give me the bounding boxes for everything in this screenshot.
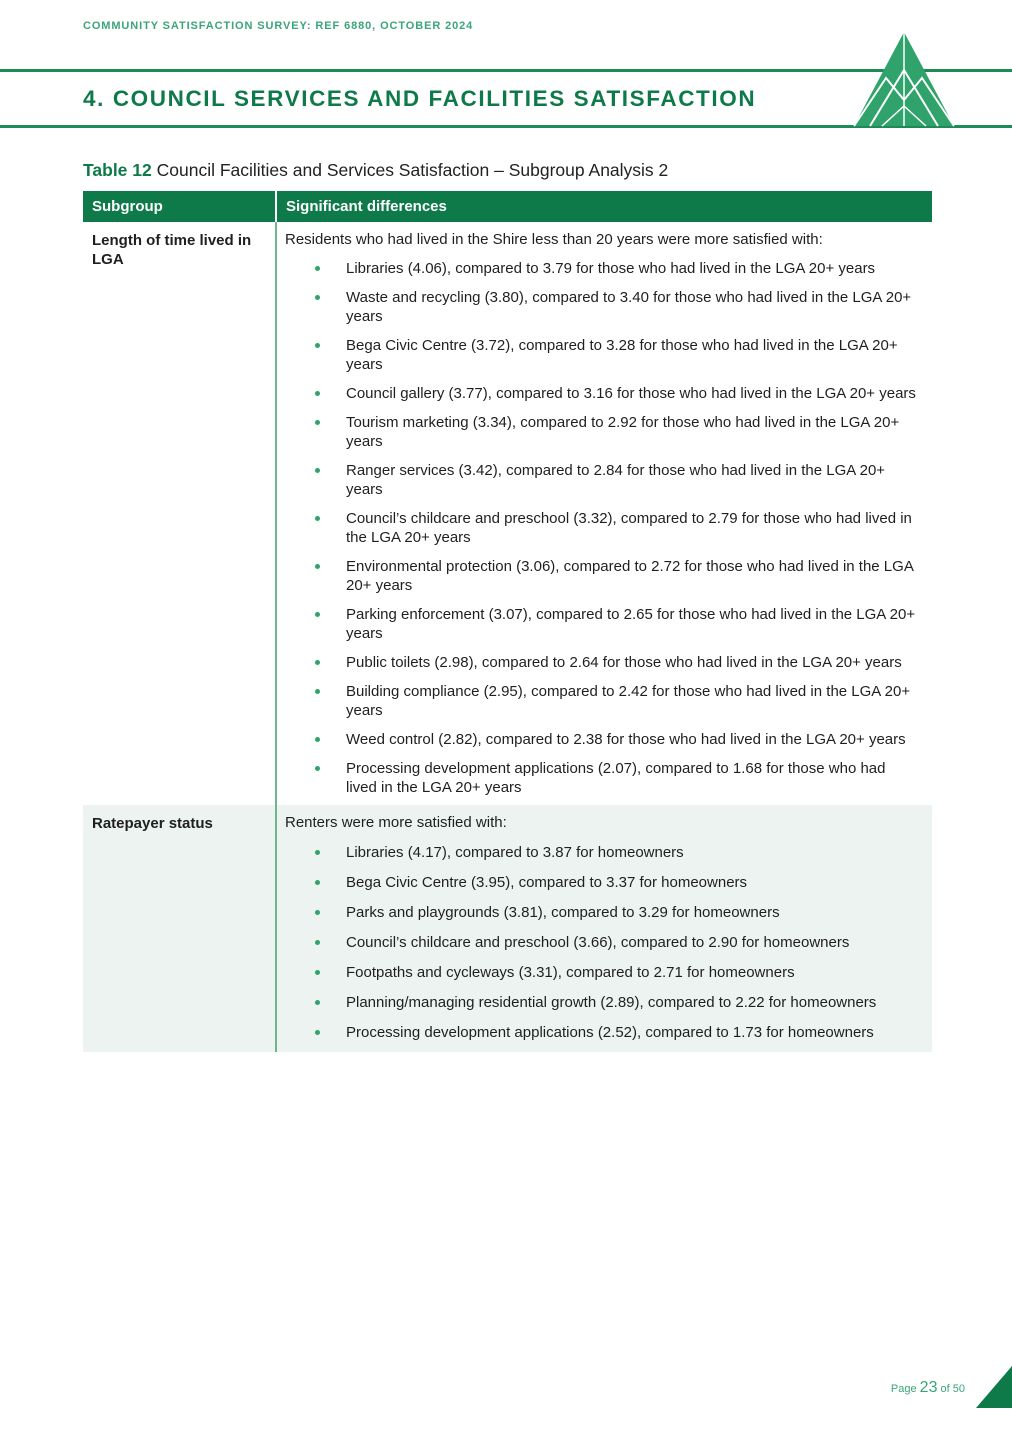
corner-triangle-icon <box>976 1366 1012 1408</box>
list-item: Waste and recycling (3.80), compared to 3.40 for those who had lived in the LGA 20+ years <box>285 288 923 326</box>
list-item: Weed control (2.82), compared to 2.38 for those who had lived in the LGA 20+ years <box>285 730 923 749</box>
page-current: 23 <box>919 1379 938 1396</box>
page-label: Page <box>890 1383 917 1395</box>
list-item: Council’s childcare and preschool (3.66), compared to 2.90 for homeowners <box>285 933 923 952</box>
differences-list <box>285 843 923 1042</box>
row-intro: Renters were more satisfied with: <box>285 814 507 831</box>
section-title: 4. COUNCIL SERVICES AND FACILITIES SATISFACTION <box>83 86 757 111</box>
list-item: Environmental protection (3.06), compared to 2.72 for those who had lived in the LGA 20+ years <box>285 557 923 595</box>
table-row <box>83 222 932 805</box>
page-total: of 50 <box>940 1383 965 1395</box>
list-item: Processing development applications (2.07), compared to 1.68 for those who had lived in the LGA 20+ years <box>285 759 923 797</box>
list-item: Planning/managing residential growth (2.89), compared to 2.22 for homeowners <box>285 993 923 1012</box>
list-item: Libraries (4.17), compared to 3.87 for homeowners <box>285 843 923 862</box>
table-caption-text: Council Facilities and Services Satisfaction – Subgroup Analysis 2 <box>156 160 669 180</box>
subgroup-table <box>83 191 932 1052</box>
differences-cell <box>276 222 932 805</box>
header-subgroup: Subgroup <box>83 191 276 222</box>
list-item: Bega Civic Centre (3.95), compared to 3.37 for homeowners <box>285 873 923 892</box>
list-item: Libraries (4.06), compared to 3.79 for those who had lived in the LGA 20+ years <box>285 259 923 278</box>
list-item: Footpaths and cycleways (3.31), compared to 2.71 for homeowners <box>285 963 923 982</box>
table-number: Table 12 <box>83 160 152 180</box>
list-item: Parking enforcement (3.07), compared to 2.65 for those who had lived in the LGA 20+ years <box>285 605 923 643</box>
list-item: Public toilets (2.98), compared to 2.64 for those who had lived in the LGA 20+ years <box>285 653 923 672</box>
list-item: Council’s childcare and preschool (3.32), compared to 2.79 for those who had lived in the LGA 20+ years <box>285 509 923 547</box>
page-number <box>891 1379 965 1397</box>
differences-list <box>285 259 923 797</box>
subgroup-cell: Ratepayer status <box>83 805 276 1052</box>
table-caption <box>83 160 668 181</box>
differences-cell <box>276 805 932 1052</box>
mountain-logo-icon <box>846 30 962 128</box>
header-differences: Significant differences <box>276 191 932 222</box>
row-intro: Residents who had lived in the Shire less than 20 years were more satisfied with: <box>285 231 823 248</box>
list-item: Council gallery (3.77), compared to 3.16 for those who had lived in the LGA 20+ years <box>285 384 923 403</box>
list-item: Ranger services (3.42), compared to 2.84 for those who had lived in the LGA 20+ years <box>285 461 923 499</box>
running-header: COMMUNITY SATISFACTION SURVEY: REF 6880, OCTOBER 2024 <box>83 20 474 32</box>
list-item: Parks and playgrounds (3.81), compared to 3.29 for homeowners <box>285 903 923 922</box>
subgroup-cell: Length of time lived in LGA <box>83 222 276 805</box>
table-header-row <box>83 191 932 222</box>
list-item: Processing development applications (2.52), compared to 1.73 for homeowners <box>285 1023 923 1042</box>
list-item: Tourism marketing (3.34), compared to 2.92 for those who had lived in the LGA 20+ years <box>285 413 923 451</box>
list-item: Building compliance (2.95), compared to 2.42 for those who had lived in the LGA 20+ years <box>285 682 923 720</box>
table-row <box>83 805 932 1052</box>
list-item: Bega Civic Centre (3.72), compared to 3.28 for those who had lived in the LGA 20+ years <box>285 336 923 374</box>
